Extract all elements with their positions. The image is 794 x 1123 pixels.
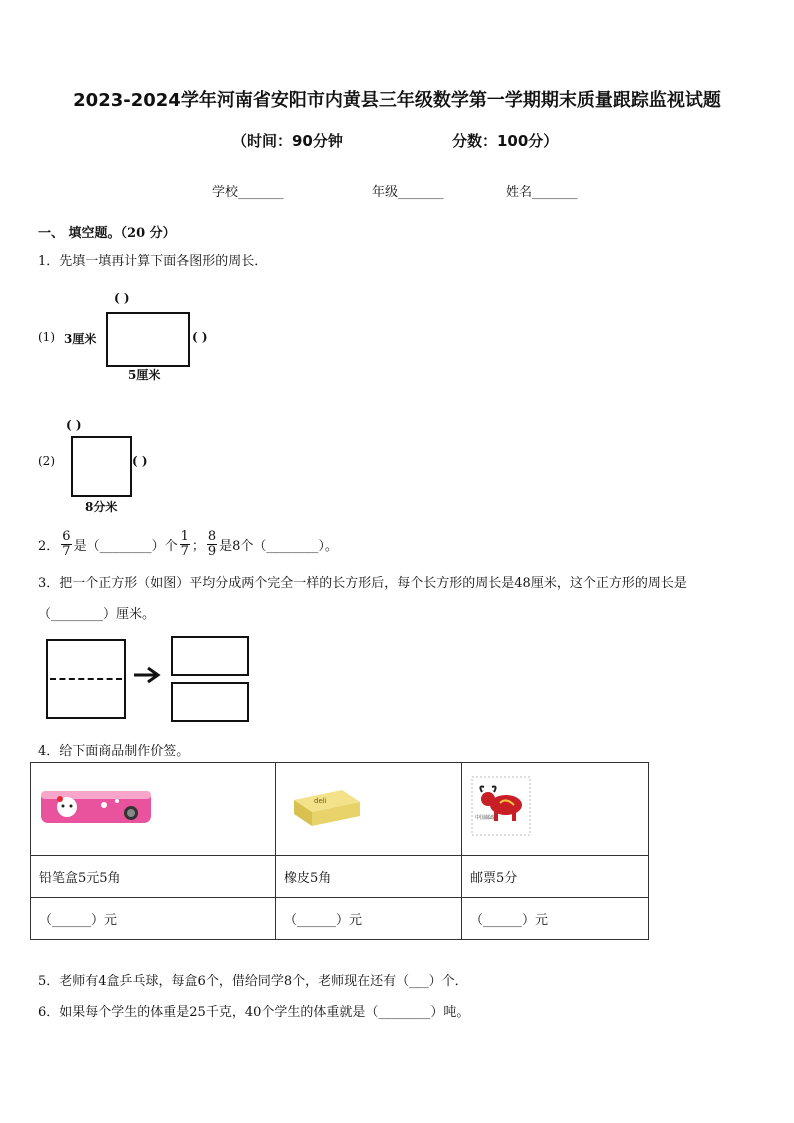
arrow-right-icon <box>132 665 164 685</box>
eraser-answer-blank[interactable]: （______）元 <box>276 898 462 940</box>
fraction-8-9 <box>207 530 217 559</box>
fraction-numerator: 8 <box>207 528 217 544</box>
fig2-top-blank[interactable]: ( ) <box>66 418 82 432</box>
eraser-brand-text: deli <box>314 797 327 805</box>
question-3-line-2[interactable]: （________）厘米。 <box>38 607 156 622</box>
fraction-denominator: 7 <box>180 543 189 559</box>
fig2-square <box>71 436 132 497</box>
pencil-case-image-cell <box>31 763 276 856</box>
question-1: 1．先填一填再计算下面各图形的周长． <box>38 254 268 269</box>
fig1-rectangle <box>106 312 190 367</box>
stamp-image-cell <box>462 763 649 856</box>
dashed-divider <box>50 678 122 680</box>
stamp-name: 邮票5分 <box>462 856 649 898</box>
name-field[interactable]: 姓名_______ <box>506 185 578 200</box>
square-figure <box>46 639 126 719</box>
rectangle-top <box>171 636 249 676</box>
q2-separator: ； <box>191 538 205 554</box>
question-5: 5．老师有4盒乒乓球，每盒6个，借给同学8个，老师现在还有（___）个． <box>38 974 468 989</box>
fraction-1-7 <box>180 530 190 559</box>
question-6: 6．如果每个学生的体重是25千克，40个学生的体重就是（________）吨。 <box>38 1005 470 1020</box>
eraser-image-cell <box>276 763 462 856</box>
fraction-numerator: 1 <box>180 528 189 544</box>
fig1-left-side-label: 3厘米 <box>64 332 97 346</box>
question-4: 4．给下面商品制作价签。 <box>38 744 190 759</box>
fig2-label: (2) <box>38 454 55 468</box>
fig2-bottom-label: 8分米 <box>85 500 118 514</box>
stamp-icon <box>470 775 534 839</box>
pencil-case-icon <box>39 785 154 829</box>
pencil-case-answer-blank[interactable]: （______）元 <box>31 898 276 940</box>
q2-blank-2[interactable]: 是8个（________）。 <box>219 538 338 554</box>
school-field[interactable]: 学校_______ <box>212 185 284 200</box>
fraction-denominator: 9 <box>207 543 217 559</box>
question-3-line-1: 3．把一个正方形（如图）平均分成两个完全一样的长方形后，每个长方形的周长是48厘米，这个正方形的周长是 <box>38 576 687 591</box>
fraction-numerator: 6 <box>62 528 71 544</box>
fig1-top-blank[interactable]: ( ) <box>114 291 130 305</box>
fig2-right-blank[interactable]: ( ) <box>132 454 148 468</box>
fraction-denominator: 7 <box>62 543 71 559</box>
rectangle-bottom <box>171 682 249 722</box>
q2-blank-1[interactable]: 是（________）个 <box>73 538 178 554</box>
page-title: 2023-2024学年河南省安阳市内黄县三年级数学第一学期期末质量跟踪监视试题 <box>73 90 721 111</box>
question-2 <box>38 524 338 564</box>
price-tag-table <box>30 762 649 940</box>
fig1-right-blank[interactable]: ( ) <box>192 330 208 344</box>
fig1-label: (1) <box>38 330 55 344</box>
exam-time: （时间：90分钟 <box>232 132 343 150</box>
fraction-6-7 <box>61 530 71 559</box>
grade-field[interactable]: 年级_______ <box>372 185 444 200</box>
section-title: 一、 填空题。（20 分） <box>38 226 176 241</box>
fig1-bottom-label: 5厘米 <box>128 368 161 382</box>
exam-score: 分数：100分） <box>452 132 559 150</box>
pencil-case-name: 铅笔盒5元5角 <box>31 856 276 898</box>
eraser-icon <box>284 782 364 832</box>
stamp-answer-blank[interactable]: （______）元 <box>462 898 649 940</box>
eraser-name: 橡皮5角 <box>276 856 462 898</box>
q2-prefix: 2． <box>38 538 60 554</box>
stamp-text: 中国邮政 <box>475 815 496 821</box>
